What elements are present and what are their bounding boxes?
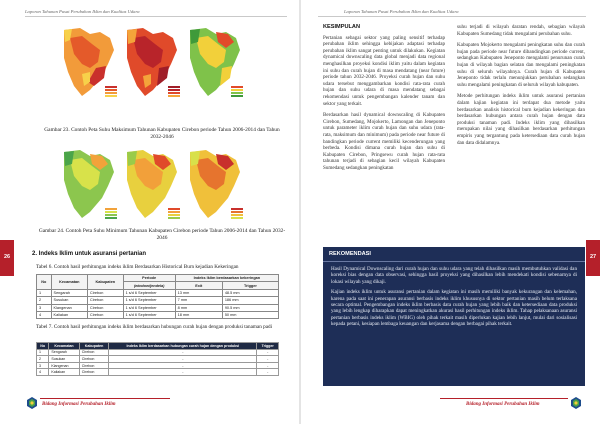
cell-no: 1	[37, 349, 49, 356]
table-7-caption: Tabel 7. Contoh hasil perhitungan indeks iklim berdasarkan hubungan curah hujan dengan produksi tanaman padi	[36, 324, 273, 330]
footer-right: Bidang Informasi Perubahan Iklim	[466, 402, 540, 407]
cell-indeks: -	[109, 349, 257, 356]
cell-kecamatan: Klangenan	[49, 362, 79, 369]
cell-no: 3	[37, 304, 52, 311]
cell-kecamatan: Klangenan	[51, 304, 88, 311]
cell-kecamatan: Sengarah	[49, 349, 79, 356]
header-kecamatan: Kecamatan	[49, 343, 79, 350]
page-number-right: 27	[586, 240, 600, 276]
cell-trigger: -	[257, 362, 279, 369]
kesimpulan-column-1	[323, 24, 445, 176]
section-number: 2.	[32, 251, 38, 257]
cell-periode: 1 s/d 6 September	[123, 297, 175, 304]
header-exit: Exit	[175, 282, 222, 289]
cell-no: 3	[37, 362, 49, 369]
rekomendasi-box	[323, 247, 585, 386]
header-kabupaten: Kabupaten	[88, 275, 124, 290]
cell-periode: 1 s/d 6 September	[123, 289, 175, 296]
cell-exit: 8 mm	[175, 304, 222, 311]
kesimpulan-title: KESIMPULAN	[323, 24, 360, 30]
cell-trigger: 90.5 mm	[222, 304, 278, 311]
kesimpulan-column-2	[457, 24, 585, 151]
header-kabupaten: Kabupaten	[79, 343, 109, 350]
cell-kecamatan: Susukan	[49, 356, 79, 363]
kesimpulan-paragraph-4: Kabupaten Mojokerto mengalami peningkatan suhu dan curah hujan pada periode near future dibandingkan periode current, sedangkan Kabupaten Jeneponto mengalami penurunan curah hujan di wilayah bagian selatan dan mengalami peningkatan suhu di seluruh wilayahnya. Curah hujan di Kabupaten Jeneponto tidak terlalu menunjukkan perubahan sedangkan suhu mengalami peningkatan di seluruh wilayah kabupaten.	[457, 42, 585, 88]
page-number-left: 26	[0, 240, 14, 276]
cell-kabupaten: Cirebon	[79, 369, 109, 376]
cell-no: 2	[37, 297, 52, 304]
figure-23-caption: Gambar 23. Contoh Peta Suhu Maksimum Tahunan Kabupaten Cirebon periode Tahun 2006-2014 dan Tahun 2032-2046	[44, 127, 280, 140]
cell-kabupaten: Cirebon	[88, 297, 124, 304]
cell-trigger: -	[257, 349, 279, 356]
cell-exit: 7 mm	[175, 297, 222, 304]
kesimpulan-paragraph-2: Berdasarkan hasil dynamical downscaling di Kabupaten Cirebon, Sumedang, Mojokerto, Lamongan dan Jeneponto untuk parameter iklim curah hujan dan suhu udara (rata-rata, maksimum dan minimum) pada periode near future di bandingkan periode current memiliki kecenderungan yang berbeda. Kondisi dimana curah hujan dan suhu di Kabupaten Cirebon, Pringsewu curah hujan rata-rata tahunan terjadi di sebagian kecil wilayah Kabupaten Sumedang sedangkan peningkatan	[323, 112, 445, 171]
header-rule-right	[318, 16, 586, 17]
header-periode: Periode	[123, 275, 175, 282]
bmkg-logo-icon	[570, 396, 582, 410]
cell-periode: 1 s/d 6 September	[123, 311, 175, 318]
header-trigger: Trigger	[257, 343, 279, 350]
kesimpulan-paragraph-5: Metode perhitungan indeks iklim untuk asuransi pertanian dalam kajian kegiatan ini terdapat dua metode yaitu berdasarkan analisis historical burn kejadian kekeringan dan berdasarkan hubungan antara curah hujan dengan data produksi tanaman padi. Indeks iklim yang dihasilkan merupakan nilai yang dihasilkan berdasarkan perhitungan empiris yang tergantung pada ketersediaan data curah hujan dan data didalamnya.	[457, 93, 585, 146]
cell-no: 1	[37, 289, 52, 296]
header-indeks: Indeks Iklim berdasarkan kekeringan	[175, 275, 278, 282]
running-header-left: Laporan Tahunan Pusat Perubahan Iklim dan Kualitas Udara	[25, 9, 140, 14]
cell-trigger: 186 mm	[222, 297, 278, 304]
rekomendasi-title: REKOMENDASI	[323, 247, 585, 262]
cell-trigger: 48.5 mm	[222, 289, 278, 296]
cell-no: 4	[37, 311, 52, 318]
footer-left: Bidang Informasi Perubahan Iklim	[42, 402, 116, 407]
cell-periode: 1 s/d 6 September	[123, 304, 175, 311]
footer-rule-right	[440, 398, 568, 399]
cell-kabupaten: Cirebon	[79, 356, 109, 363]
header-periode-sub: (window/jendela)	[123, 282, 175, 289]
header-kecamatan: Kecamatan	[51, 275, 88, 290]
cell-kecamatan: Susukan	[51, 297, 88, 304]
cell-no: 4	[37, 369, 49, 376]
header-no: No	[37, 343, 49, 350]
cell-indeks: -	[109, 369, 257, 376]
rekomendasi-paragraph-1: Hasil Dynamical Downscaling dari curah hujan dan suhu udara yang telah dihasilkan masih membutuhkan validasi dan koreksi bias dengan data observasi, sehingga hasil proyeksi yang dihasilkan lebih mendekati kondisi sebenarnya di lokasi wilayah yang dikaji.	[331, 266, 577, 285]
cell-kecamatan: Kaliakan	[49, 369, 79, 376]
cell-exit: 18 mm	[175, 311, 222, 318]
section-title-text: Indeks Iklim untuk asuransi pertanian	[38, 251, 147, 257]
cell-kabupaten: Cirebon	[88, 304, 124, 311]
cell-kecamatan: Kaliakan	[51, 311, 88, 318]
kesimpulan-paragraph-1: Pertanian sebagai sektor yang paling sensitif terhadap perubahan iklim sehingga kebijakan adaptasi terhadap perubahan iklim sangat penting untuk dilakukan. Kegiatan dynamical downscaling data global menjadi data regional menghasilkan proyeksi kondisi iklim yaitu dalam kegiatan ini suhu dan curah hujan di masa mendatang (near future) periode tahun 2032-2046. Proyeksi curah hujan dan suhu udara tersebut menggambarkan kondisi rata-rata curah hujan dan suhu udara di masa mendatang sebagai rekomendasi untuk pengembangan kalender tanam dan sektor yang terkait.	[323, 34, 445, 107]
cell-kabupaten: Cirebon	[88, 311, 124, 318]
table-6-caption: Tabel 6. Contoh hasil perhitungan indeks iklim Berdasarkan Historical Burn kejadian Kekeringan	[36, 264, 239, 270]
cell-exit: 13 mm	[175, 289, 222, 296]
cell-indeks: -	[109, 356, 257, 363]
cell-kabupaten: Cirebon	[79, 362, 109, 369]
rekomendasi-body	[323, 262, 585, 336]
cell-trigger: -	[257, 356, 279, 363]
figure-24-caption: Gambar 24. Contoh Peta Suhu Minimum Tahunan Kabupaten Cirebon periode Tahun 2006-2014 dan Tahun 2032-2046	[38, 228, 286, 241]
kesimpulan-paragraph-3: suhu terjadi di wilayah daratan rendah, sebagian wilayah Kabupaten Sumedang tidak mengalami perubahan suhu.	[457, 24, 585, 37]
cell-kecamatan: Sengarah	[51, 289, 88, 296]
cell-trigger: 50 mm	[222, 311, 278, 318]
header-indeks: Indeks Iklim berdasarkan hubungan curah hujan dengan produksi	[109, 343, 257, 350]
running-header-right: Laporan Tahunan Pusat Perubahan Iklim dan Kualitas Udara	[344, 9, 459, 14]
header-trigger: Trigger	[222, 282, 278, 289]
cell-trigger: -	[257, 369, 279, 376]
cell-kabupaten: Cirebon	[88, 289, 124, 296]
rekomendasi-paragraph-2: Kajian indeks iklim untuk asuransi pertanian dalam kegiatan ini masih memiliki banyak kekurangan dan kelemahan, karena pada saat ini penerapan asuransi berbasis indeks iklim khususnya di sektor pertanian masih belum terlaksana secara optimal. Pengembangan indeks iklim berbasis data curah hujan yang lebih baik dan ketersediaan data produksi yang lebih lengkap diharapkan dapat meningkatkan akurasi hasil perhitungan indeks iklim. Tahap pelaksanaan asuransi pertanian berbasis indeks iklim (WBIG) oleh pihak terkait masih diperlukan kajian lebih lanjut, mulai dari sosialisasi kepada petani, kesiapan lembaga keuangan dan kerjasama dengan berbagai pihak terkait.	[331, 289, 577, 328]
cell-no: 2	[37, 356, 49, 363]
cell-indeks: -	[109, 362, 257, 369]
header-no: No	[37, 275, 52, 290]
cell-kabupaten: Cirebon	[79, 349, 109, 356]
